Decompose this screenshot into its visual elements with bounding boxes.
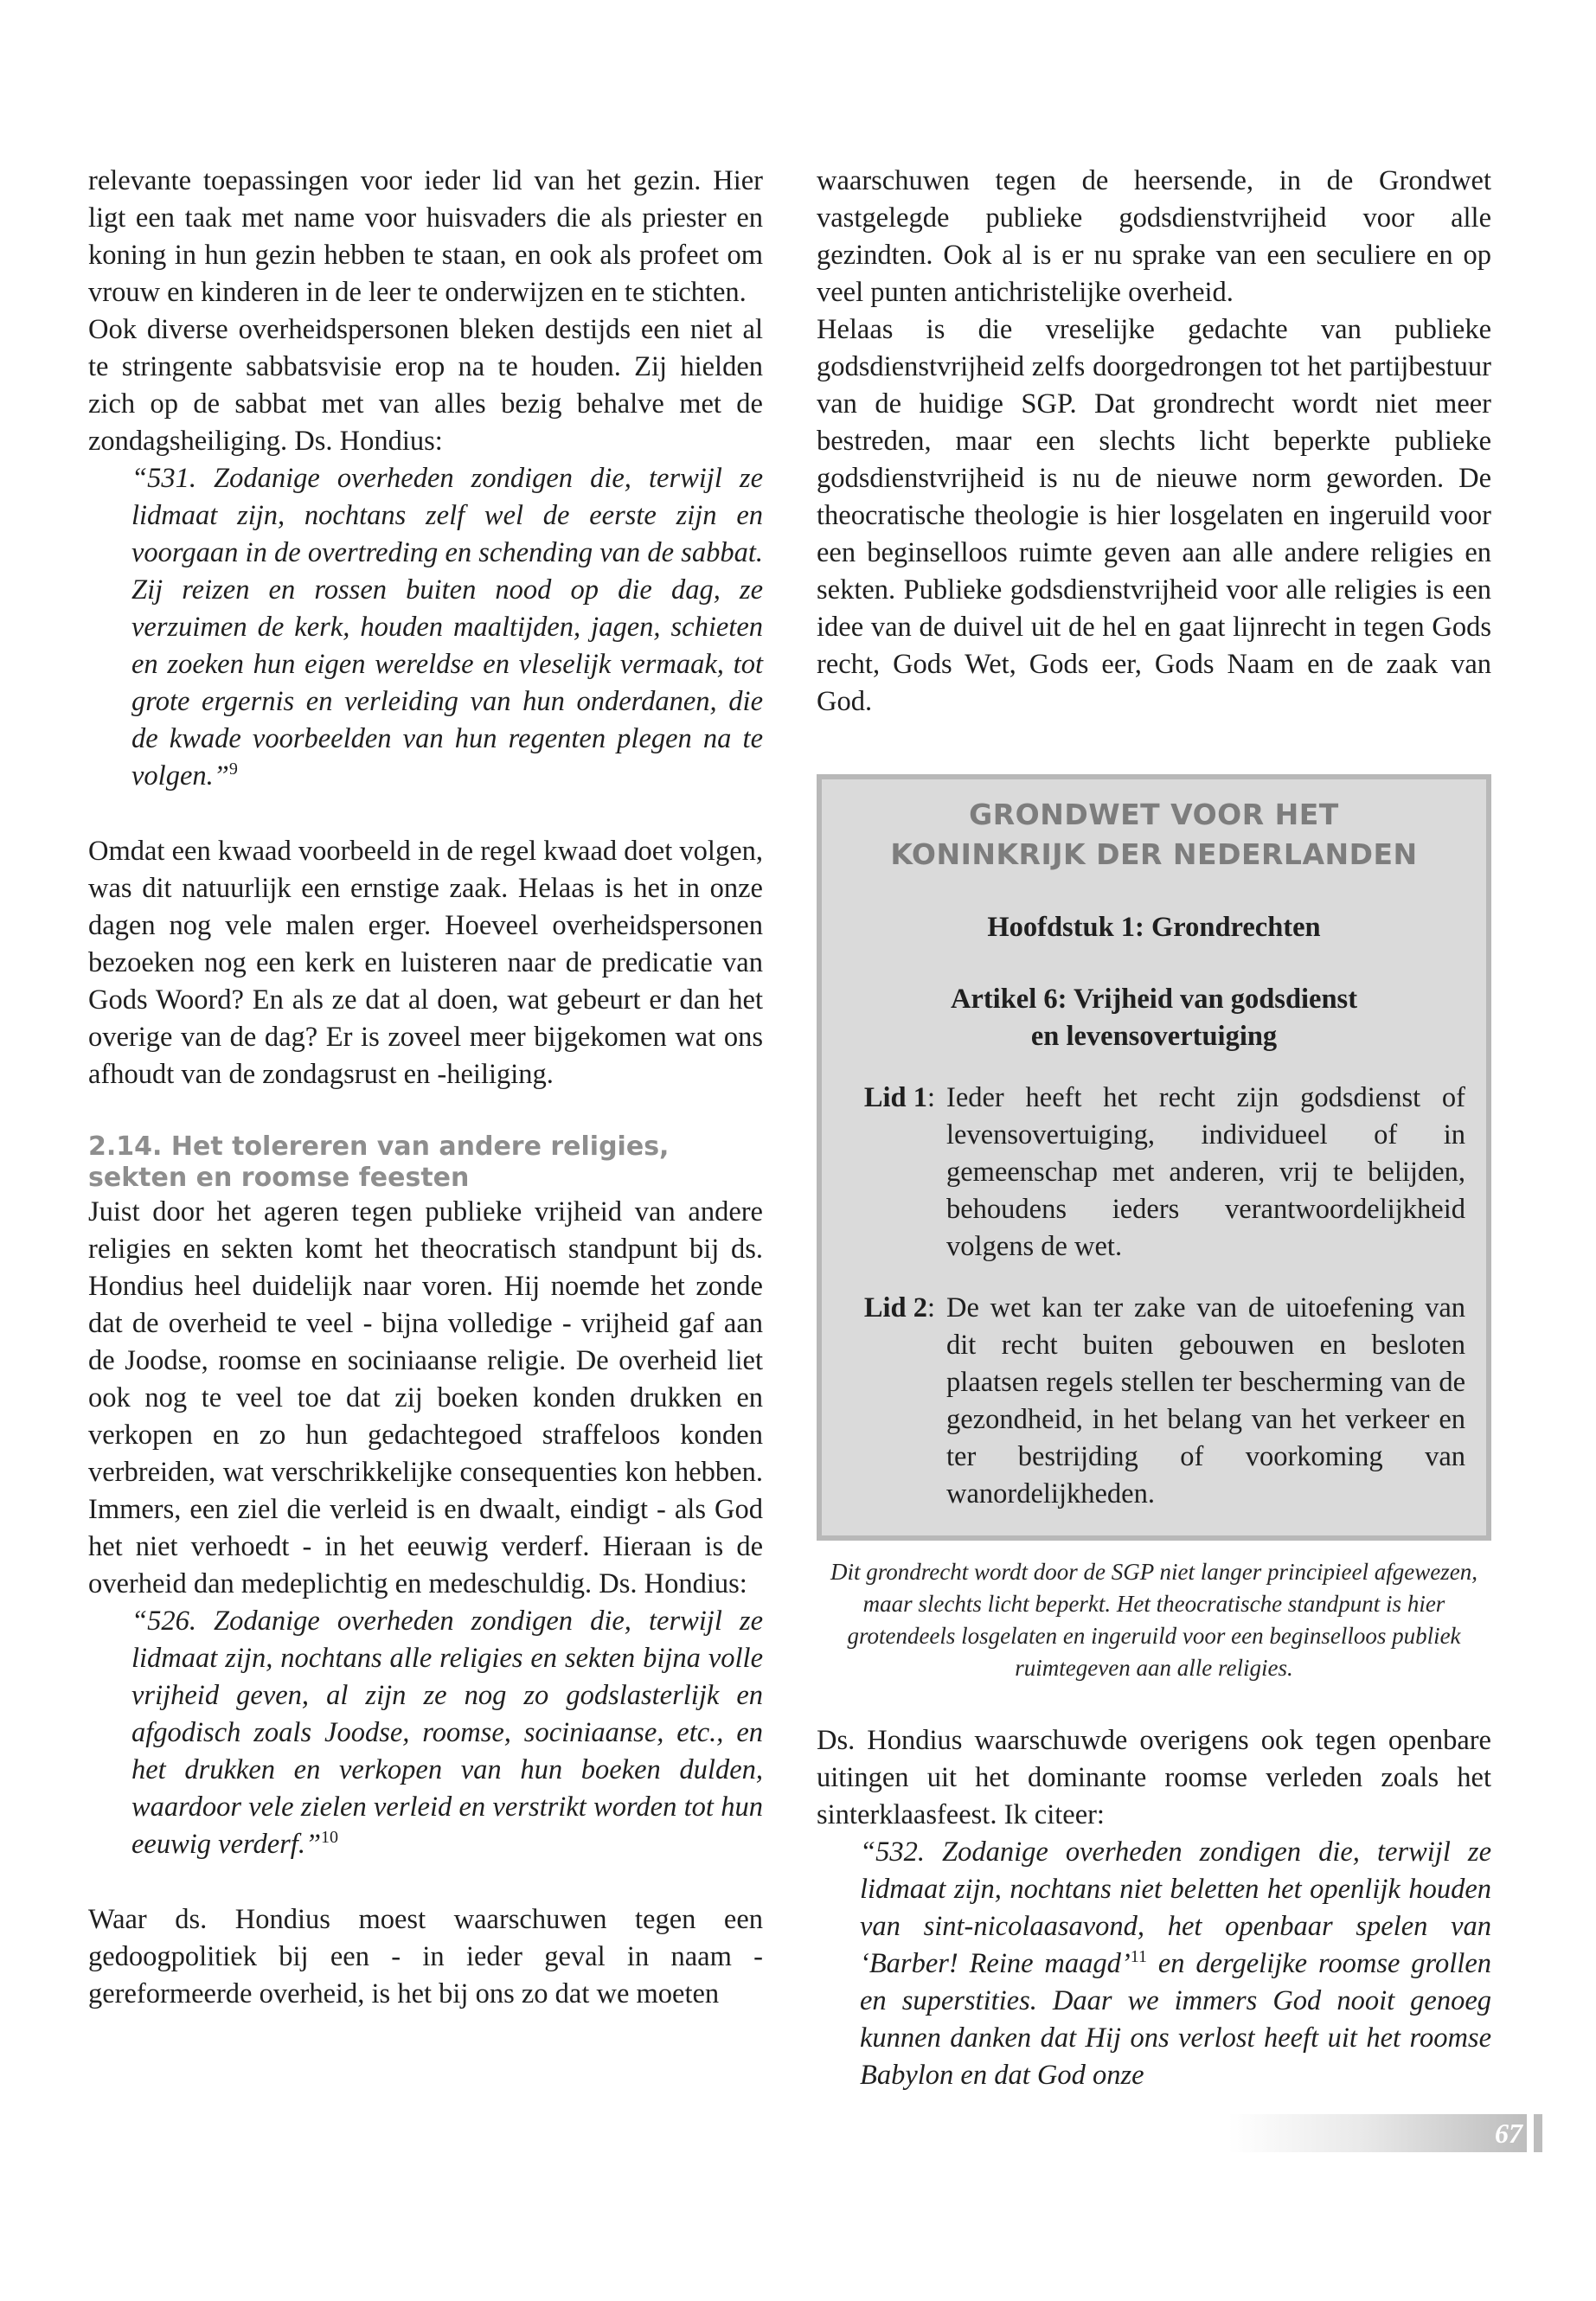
box-title-line: KONINKRIJK DER NEDERLANDEN [890, 837, 1418, 871]
right-column [817, 163, 1491, 2094]
lid-text: Ieder heeft het recht zijn godsdienst of levensovertuiging, individueel of in gemeenschap met anderen, vrij te belijden, behoudens ieders verantwoordelijkheid volgens de wet. [946, 1082, 1465, 1262]
lid-label: Lid 1 [863, 1082, 927, 1113]
quote-532 [860, 1834, 1491, 2094]
page-number: 67 [1495, 2118, 1522, 2149]
box-title-line: GRONDWET VOOR HET [969, 798, 1339, 831]
lid-colon: : [927, 1292, 936, 1324]
quote-text: “526. Zodanige overheden zondigen die, terwijl ze lidmaat zijn, nochtans alle religies en sekten bijna volle vrijheid geven, al zijn ze nog zo godslasterlijk en afgodisch zoals Joodse, roomse, sociniaanse, etc., en het drukken en verkopen van hun boeken dulden, waardoor vele zielen verleid en verstrikt worden tot hun eeuwig verderf.” [131, 1606, 763, 1860]
paragraph: Waar ds. Hondius moest waarschuwen tegen een gedoogpolitiek bij een - in ieder geval in naam - gereformeerde overheid, is het bij ons zo dat we moeten [88, 1904, 763, 2009]
paragraph: Juist door het ageren tegen publieke vrijheid van andere religies en sekten komt het theocratisch standpunt bij ds. Hondius heel duidelijk naar voren. Hij noemde het zonde dat de overheid te veel - bijna volledige - vrijheid gaf aan de Joodse, roomse en sociniaanse religie. De overheid liet ook nog te veel toe dat zij boeken konden drukken en verkopen en zo hun gedachtegoed straffeloos konden verbreiden, wat verschrikkelijke consequenties kon hebben. Immers, een ziel die verleid is en dwaalt, eindigt - als God het niet verhoedt - in het eeuwig verderf. Hieraan is de overheid dan medeplichtig en medeschuldig. Ds. Hondius: [88, 1196, 763, 1599]
article-line: en levensovertuiging [1030, 1021, 1278, 1052]
quote-text-cont: en dergelijke roomse grollen en superstities. Daar we immers God nooit genoeg kunnen danken dat Hij ons verlost heeft uit het roomse Babylon en dat God onze [860, 1948, 1491, 2091]
lid-text: De wet kan ter zake van de uitoefening van dit recht buiten gebouwen en besloten plaatsen regels stellen ter bescherming van de gezondheid, in het belang van het verkeer en ter bestrijding of voorkoming van wanordelijkheden. [946, 1292, 1465, 1509]
paragraph: Helaas is die vreselijke gedachte van publieke godsdienstvrijheid zelfs doorgedrongen tot het partijbestuur van de huidige SGP. Dat grondrecht wordt niet meer bestreden, maar een slechts licht beperkte publieke godsdienstvrijheid is nu de nieuwe norm geworden. De theocratische theologie is hier losgelaten en ingeruild voor een beginselloos ruimte geven aan alle andere religies en sekten. Publieke godsdienstvrijheid voor alle religies is een idee van de duivel uit de hel en gaat lijnrecht in tegen Gods recht, Gods Wet, Gods eer, Gods Naam en de zaak van God. [817, 314, 1491, 717]
box-caption: Dit grondrecht wordt door de SGP niet langer principieel afgewezen, maar slechts licht beperkt. Het theocratische standpunt is hier grotendeels losgelaten en ingeruild voor een beginselloos publiek ruimtegeven aan alle religies. [830, 1559, 1477, 1681]
paragraph: waarschuwen tegen de heersende, in de Grondwet vastgelegde publieke godsdienstvrijheid voor alle gezindten. Ook al is er nu sprake van een seculiere en op veel punten antichristelijke overheid. [817, 165, 1491, 308]
constitution-box [817, 774, 1491, 1541]
paragraph: Omdat een kwaad voorbeeld in de regel kwaad doet volgen, was dit natuurlijk een ernstige zaak. Helaas is het in onze dagen nog vele malen erger. Hoeveel overheidspersonen bezoeken nog een kerk en luisteren naar de predicatie van Gods Woord? En als ze dat al doen, wat gebeurt er dan het overige van de dag? Er is zoveel meer bijgekomen wat ons afhoudt van de zondagsrust en -heiliging. [88, 836, 763, 1090]
box-chapter: Hoofdstuk 1: Grondrechten [987, 912, 1321, 943]
paragraph: relevante toepassingen voor ieder lid van het gezin. Hier ligt een taak met name voor huisvaders die als priester en koning in hun gezin hebben te staan, en ook als profeet om vrouw en kinderen in de leer te onderwijzen en te stichten. [88, 165, 763, 308]
lid-label: Lid 2 [863, 1292, 927, 1324]
page-number-bar-end [1534, 2114, 1542, 2152]
lid-2 [843, 1290, 1465, 1513]
box-title [843, 795, 1465, 875]
section-heading: 2.14. Het tolereren van andere religies, sekten en roomse feesten [88, 1131, 670, 1193]
footnote-ref: 10 [321, 1828, 339, 1848]
lid-colon: : [927, 1082, 936, 1113]
left-column [88, 163, 763, 2013]
box-article [843, 981, 1465, 1055]
quote-531 [131, 460, 763, 795]
quote-526 [131, 1603, 763, 1863]
footnote-ref: 9 [228, 760, 238, 779]
footnote-ref: 11 [1130, 1947, 1147, 1967]
paragraph: Ds. Hondius waarschuwde overigens ook tegen openbare uitingen uit het dominante roomse verleden zoals het sinterklaasfeest. Ik citeer: [817, 1725, 1491, 1830]
article-line: Artikel 6: Vrijheid van godsdienst [950, 984, 1358, 1015]
lid-1 [843, 1080, 1465, 1266]
paragraph: Ook diverse overheidspersonen bleken destijds een niet al te stringente sabbatsvisie erop na te houden. Zij hielden zich op de sabbat met van alles bezig behalve met de zondagsheiliging. Ds. Hondius: [88, 314, 763, 457]
quote-text: “532. Zodanige overheden zondigen die, terwijl ze lidmaat zijn, nochtans niet beletten het openlijk houden van sint-nicolaasavond, het openbaar spelen van ‘Barber! Reine maagd’ [860, 1836, 1491, 1979]
quote-text: “531. Zodanige overheden zondigen die, terwijl ze lidmaat zijn, nochtans zelf wel de eerste zijn en voorgaan in de overtreding en schending van de sabbat. Zij reizen en rossen buiten nood op die dag, ze verzuimen de kerk, houden maaltijden, jagen, schieten en zoeken hun eigen wereldse en vleselijk vermaak, tot grote ergernis en verleiding van hun onderdanen, die de kwade voorbeelden van hun regenten plegen na te volgen.” [131, 463, 763, 792]
